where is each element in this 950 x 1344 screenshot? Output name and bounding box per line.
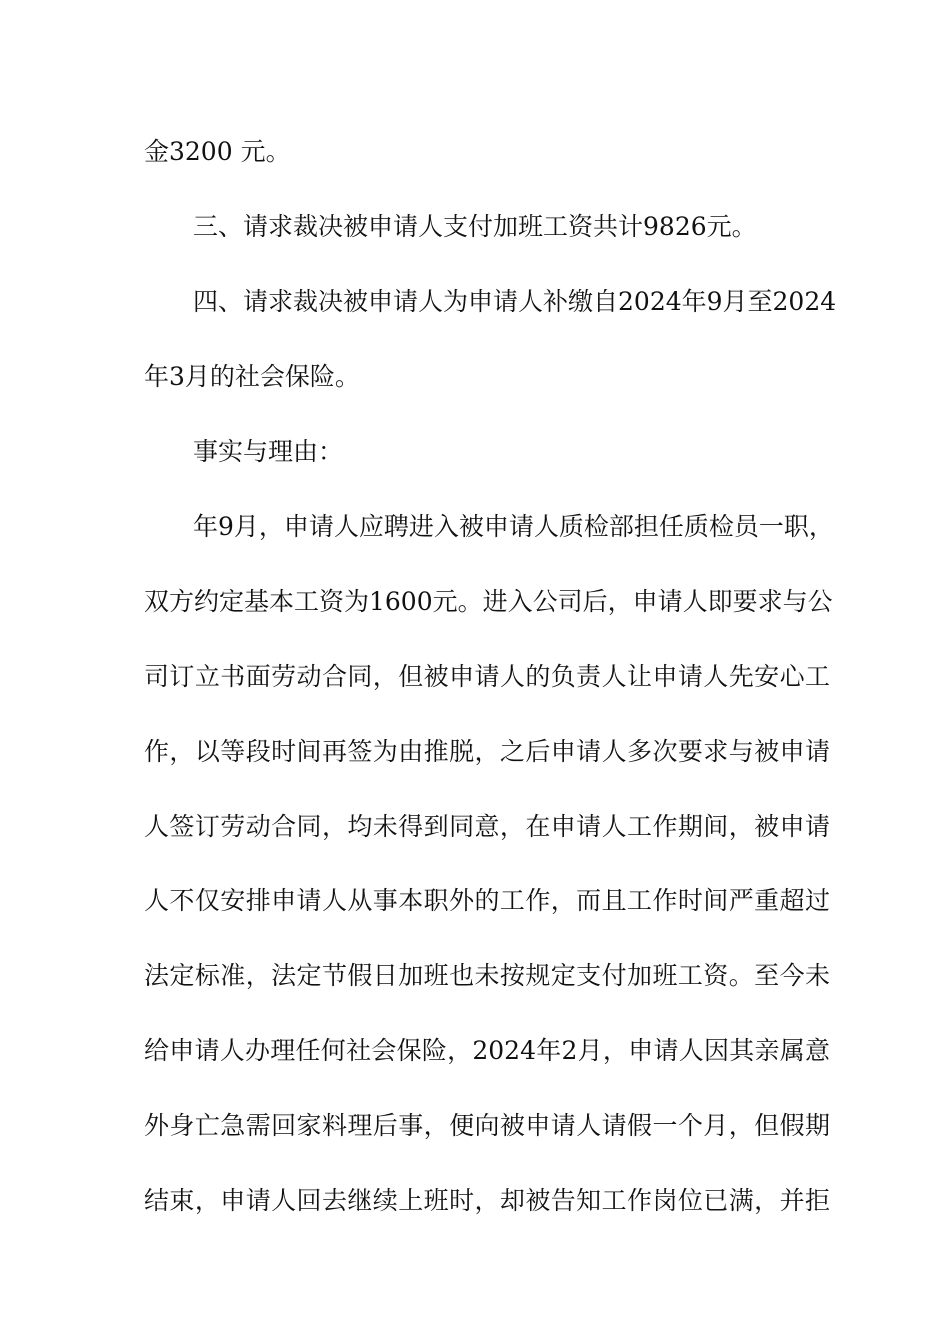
text-line-12: 法定标准，法定节假日加班也未按规定支付加班工资。至今未 <box>144 961 830 990</box>
text-line-14: 外身亡急需回家料理后事，便向被申请人请假一个月，但假期 <box>144 1111 830 1140</box>
text-line-6: 年9月，申请人应聘进入被申请人质检部担任质检员一职， <box>193 512 834 541</box>
text-line-1: 金3200 元。 <box>144 137 291 166</box>
text-line-7: 双方约定基本工资为1600元。进入公司后，申请人即要求与公 <box>144 587 833 616</box>
text-line-3: 四、请求裁决被申请人为申请人补缴自2024年9月至2024 <box>193 287 837 316</box>
document-page <box>144 0 837 1344</box>
text-line-5: 事实与理由： <box>193 437 344 466</box>
text-line-15: 结束，申请人回去继续上班时，却被告知工作岗位已满，并拒 <box>144 1186 830 1215</box>
text-line-2: 三、请求裁决被申请人支付加班工资共计9826元。 <box>193 212 757 241</box>
text-line-10: 人签订劳动合同，均未得到同意，在申请人工作期间，被申请 <box>144 812 830 841</box>
text-line-9: 作，以等段时间再签为由推脱，之后申请人多次要求与被申请 <box>144 737 830 766</box>
text-line-8: 司订立书面劳动合同，但被申请人的负责人让申请人先安心工 <box>144 662 830 691</box>
text-line-4: 年3月的社会保险。 <box>144 362 360 391</box>
text-line-11: 人不仅安排申请人从事本职外的工作，而且工作时间严重超过 <box>144 886 830 915</box>
text-line-13: 给申请人办理任何社会保险，2024年2月，申请人因其亲属意 <box>144 1036 830 1065</box>
